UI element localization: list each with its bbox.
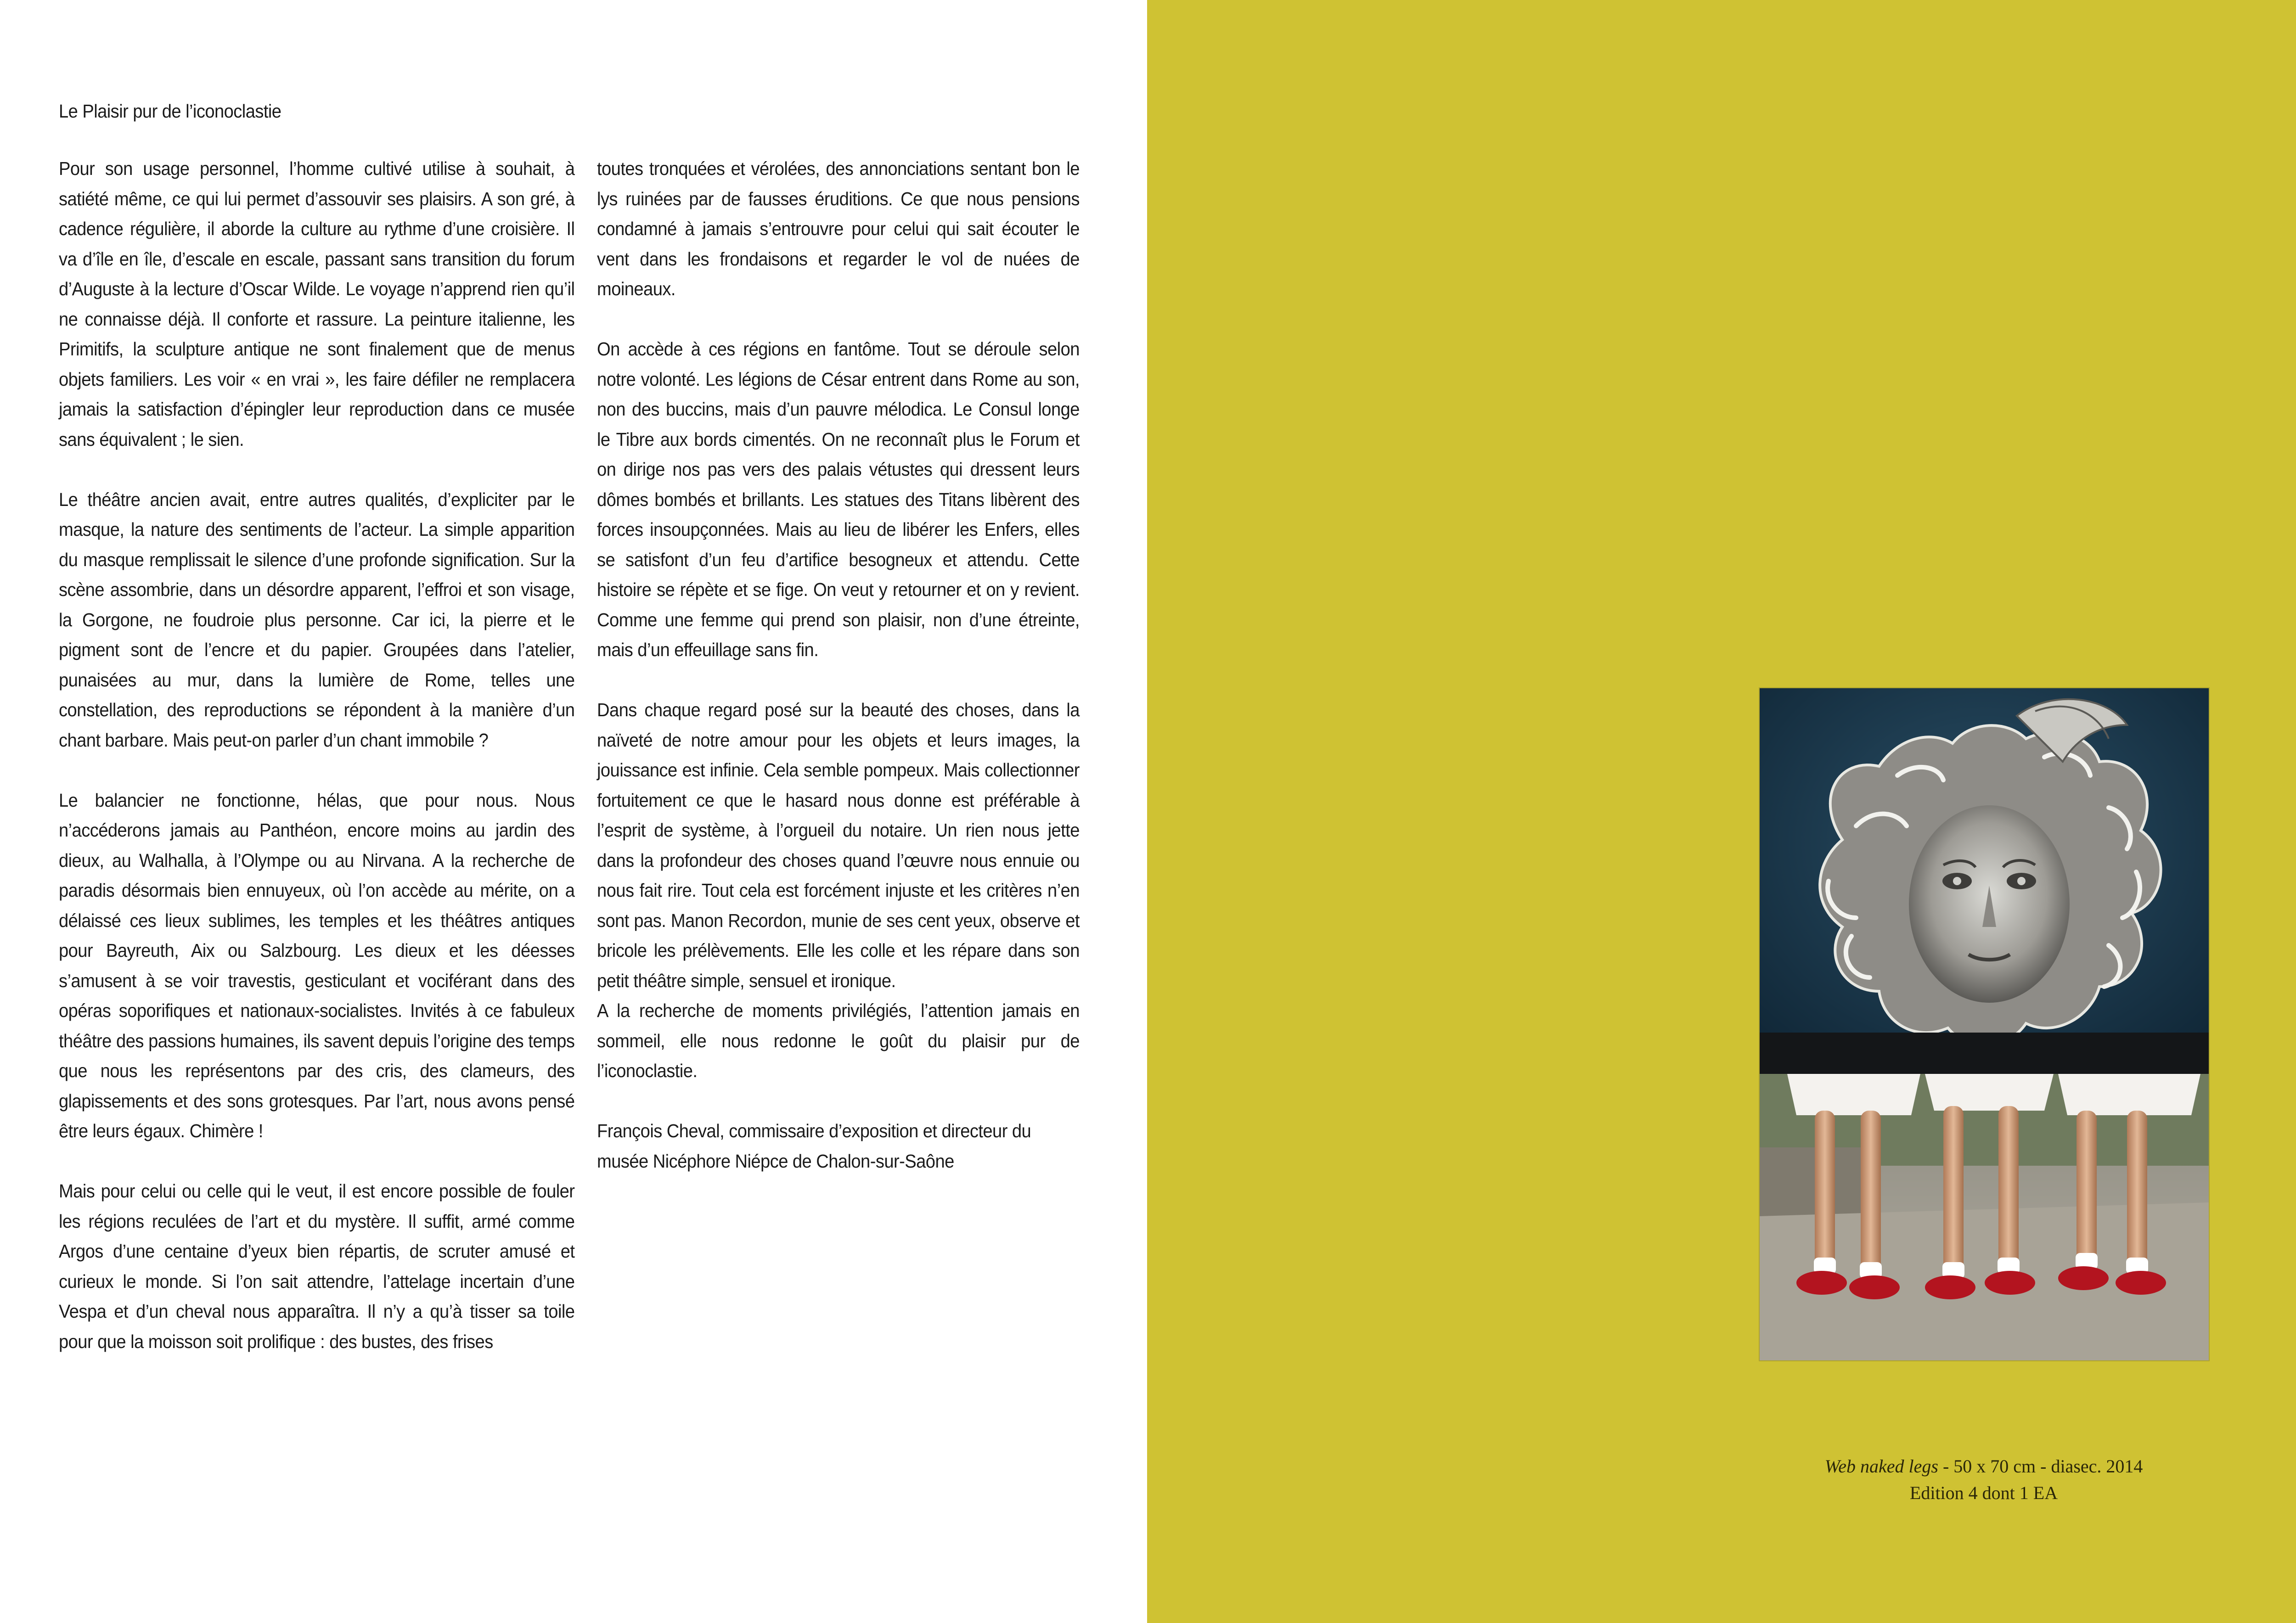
text-column-1: [59, 154, 574, 1387]
paragraph: Dans chaque regard posé sur la beauté des choses, dans la naïveté de notre amour pour les objets et leurs images, la jouissance est infinie. Cela semble pompeux. Mais collectionner fortuitement ce que le hasard nous donne est préférable à l’esprit de système, à l’orgueil du notaire. Un rien nous jette dans la profondeur des choses quand l’œuvre nous ennuie ou nous fait rire. Tout cela est forcément injuste et les critères n’en sont pas. Manon Recordon, munie de ses cent yeux, observe et bricole les prélèvements. Elle les colle et les répare dans son petit théâtre simple, sensuel et ironique.: [597, 699, 1080, 991]
artwork-edition: Edition 4 dont 1 EA: [1909, 1483, 2058, 1503]
paragraph: Le balancier ne fonctionne, hélas, que pour nous. Nous n’accéderons jamais au Panthéon, encore moins au jardin des dieux, au Walhalla, à l’Olympe ou au Nirvana. A la recherche de paradis désormais bien ennuyeux, où l’on accède au mérite, on a délaissé ces lieux sublimes, les temples et les théâtres antiques pour Bayreuth, Aix ou Salzbourg. Les dieux et les déesses s’amusent à se voir travestis, gesticulant et vociférant dans des opéras soporifiques et nationaux-socialistes. Invités à ce fabuleux théâtre des passions humaines, ils savent depuis l’origine des temps que nous les représentons par des cris, des clameurs, des glapissements et des sons grotesques. Par l’art, nous avons pensé être leurs égaux. Chimère !: [59, 789, 575, 1141]
paragraph: Le théâtre ancien avait, entre autres qualités, d’expliciter par le masque, la nature des sentiments de l’acteur. La simple apparition du masque remplissait le silence d’une profonde signification. Sur la scène assombrie, dans un désordre apparent, l’effroi et son visage, la Gorgone, ne foudroie plus personne. Car ici, la pierre et le pigment sont de l’encre et du papier. Groupées dans l’atelier, punaisées au mur, dans la lumière de Rome, telles une constellation, des reproductions se répondent à la manière d’un chant barbare. Mais peut-on parler d’un chant immobile ?: [59, 489, 575, 751]
paragraph: A la recherche de moments privilégiés, l’attention jamais en sommeil, elle nous redonne le goût du plaisir pur de l’iconoclastie.: [597, 1000, 1080, 1081]
caption-line-1: [1653, 1453, 2296, 1480]
collage-medusa-legs-image: [1760, 688, 2209, 1360]
paragraph: toutes tronquées et vérolées, des annonciations sentant bon le lys ruinées par de fausses éruditions. Ce que nous pensions condamné à jamais s’entrouvre pour celui qui sait écouter le vent dans les frondaisons et regarder le vol de nuées de moineaux.: [597, 158, 1080, 299]
essay-title: Le Plaisir pur de l’iconoclastie: [59, 101, 281, 122]
paragraph: Pour son usage personnel, l’homme cultivé utilise à souhait, à satiété même, ce qui lui permet d’assouvir ses plaisirs. A son gré, à cadence régulière, il aborde la culture au rythme d’une croisière. Il va d’île en île, d’escale en escale, passant sans transition du forum d’Auguste à la lecture d’Oscar Wilde. Le voyage n’apprend rien qu’il ne connaisse déjà. Il conforte et rassure. La peinture italienne, les Primitifs, la sculpture antique ne sont finalement que de menus objets familiers. Les voir « en vrai », les faire défiler ne remplacera jamais la satisfaction d’épingler leur reproduction dans ce musée sans équivalent ; le sien.: [59, 158, 575, 450]
left-page: [0, 0, 1147, 1623]
author-signature: François Cheval, commissaire d’exposition et directeur du musée Nicéphore Niépce de Chalon-sur-Saône: [597, 1120, 1031, 1172]
artwork-title: Web naked legs: [1824, 1456, 1938, 1477]
paragraph: On accède à ces régions en fantôme. Tout se déroule selon notre volonté. Les légions de César entrent dans Rome au son, non des buccins, mais d’un pauvre mélodica. Le Consul longe le Tibre aux bords cimentés. On ne reconnaît plus le Forum et on dirige nos pas vers des palais vétustes qui dressent leurs dômes bombés et brillants. Les statues des Titans libèrent des forces insoupçonnées. Mais au lieu de libérer les Enfers, elles se satisfont d’un feu d’artifice besogneux et attendu. Cette histoire se répète et se fige. On veut y retourner et on y revient. Comme une femme qui prend son plaisir, non d’une étreinte, mais d’un effeuillage sans fin.: [597, 338, 1080, 660]
paragraph: Mais pour celui ou celle qui le veut, il est encore possible de fouler les régions reculées de l’art et du mystère. Il suffit, armé comme Argos d’une centaine d’yeux bien répartis, de scruter amusé et curieux le monde. Si l’on sait attendre, l’attelage incertain d’une Vespa et d’un cheval nous apparaîtra. Il n’y a qu’à tisser sa toile pour que la moisson soit prolifique : des bustes, des frises: [59, 1180, 575, 1352]
text-column-2: [597, 154, 1080, 1207]
artwork-details: - 50 x 70 cm - diasec. 2014: [1938, 1456, 2143, 1477]
artwork-caption: [1653, 1453, 2296, 1506]
